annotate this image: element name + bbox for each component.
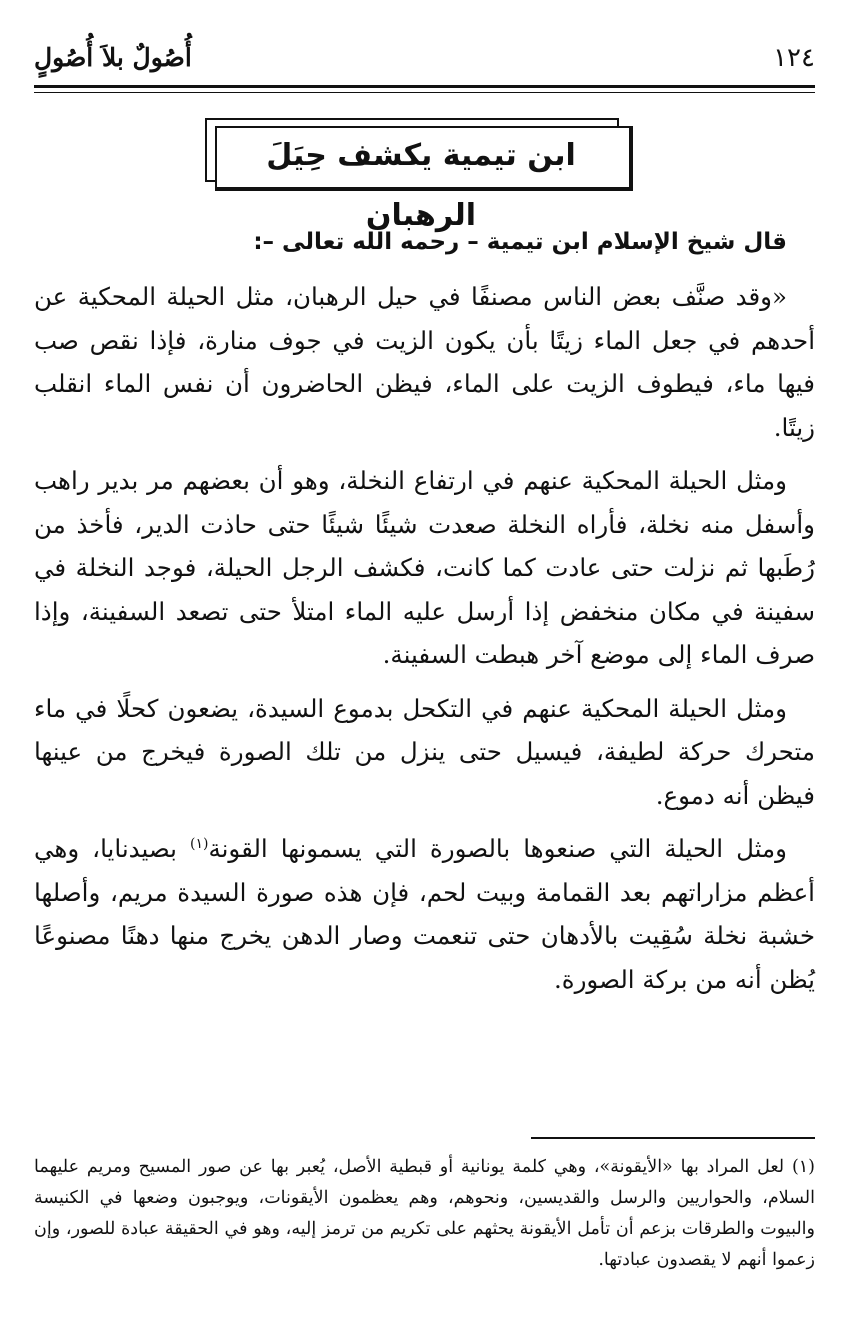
chapter-title: ابن تيمية يكشف حِيَلَ الرهبان: [266, 138, 576, 233]
chapter-title-box: [205, 118, 633, 233]
paragraph-1: «وقد صنَّف بعض الناس مصنفًا في حيل الرهبان، مثل الحيلة المحكية عن أحدهم في جعل الماء زيتًا بأن يكون الزيت في جوف منارة، فإذا نقص صب فيها ماء، فيطوف الزيت على الماء، فيظن الحاضرون أن نفس الماء انقلب زيتًا.: [34, 282, 815, 442]
body-text: [34, 275, 815, 1011]
footnote-reference[interactable]: (١): [189, 835, 209, 852]
paragraph-4-text-after: بصيدنايا، وهي أعظم مزاراتهم بعد القمامة وبيت لحم، فإن هذه صورة السيدة مريم، وأصلها خشبة نخلة سُقِيت بالأدهان حتى تنعمت وصار الدهن يخرج منها دهنًا مصنوعًا يُظن أنه من بركة الصورة.: [34, 834, 815, 994]
paragraph-4: [34, 827, 815, 1001]
header-rule-thin: [34, 92, 815, 93]
paragraph-3: ومثل الحيلة المحكية عنهم في التكحل بدموع السيدة، يضعون كحلًا في ماء متحرك حركة لطيفة، فيسيل حتى ينزل من تلك الصورة فيخرج من عينها فيظن أنه دموع.: [34, 693, 815, 810]
book-title: أُصُولٌ بلاَ أُصُولٍ: [34, 43, 192, 72]
footnote-separator: [531, 1137, 815, 1139]
footnote: (١) لعل المراد بها «الأيقونة»، وهي كلمة يونانية أو قبطية الأصل، يُعبر بها عن صور المسيح ومريم عليهما السلام، والحواريين والرسل والقديسين، ونحوهم، وهم يعظمون الأيقونات، ويوجبون وضعها في الكنيسة والبيوت والطرقات بزعم أن تأمل الأيقونة يحثهم على تكريم من ترمز إليه، وهو في الحقيقة عبادة للصور، وإن زعموا أنهم لا يقصدون عبادتها.: [34, 1157, 815, 1270]
header-rule: [34, 85, 815, 88]
paragraph-4-text-before: ومثل الحيلة التي صنعوها بالصورة التي يسمونها القونة: [208, 834, 787, 863]
intro-line: قال شيخ الإسلام ابن تيمية – رحمه الله تعالى –:: [253, 229, 787, 255]
page-number: ١٢٤: [773, 43, 815, 73]
paragraph-2: ومثل الحيلة المحكية عنهم في ارتفاع النخلة، وهو أن بعضهم مر بدير راهب وأسفل منه نخلة، فأراه النخلة صعدت شيئًا شيئًا حتى حاذت الدير، فأخذ من رُطَبها ثم نزلت حتى عادت كما كانت، فكشف الرجل الحيلة، فوجد النخلة في سفينة في مكان منخفض إذا أرسل عليه الماء امتلأ حتى تصعد السفينة، وإذا صرف الماء إلى موضع آخر هبطت السفينة.: [34, 466, 815, 669]
running-header: [34, 38, 815, 78]
